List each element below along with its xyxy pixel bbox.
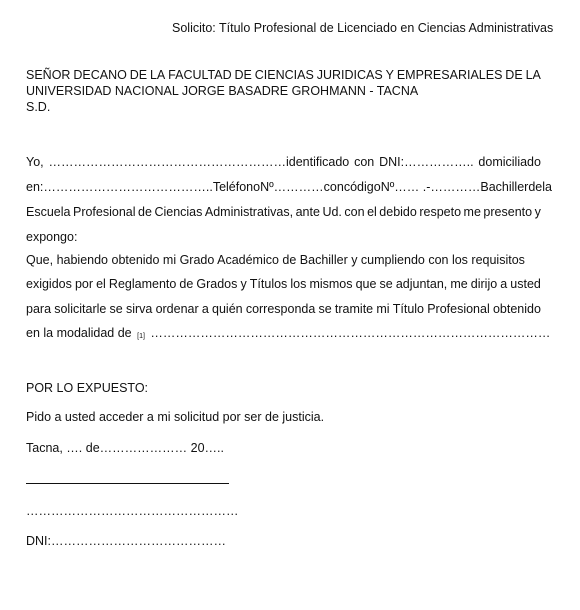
petition-line: Pido a usted acceder a mi solicitud por ser de justicia. <box>26 410 325 424</box>
modalidad-blank: …………………………………………………………………………………… <box>150 326 551 340</box>
word: Título <box>392 302 424 316</box>
word: JURIDICAS <box>316 68 383 82</box>
word: Yo, <box>26 155 44 169</box>
word: para <box>26 302 52 316</box>
word: Títulos <box>249 277 288 291</box>
word: se <box>109 302 123 316</box>
word: Grados <box>196 277 238 291</box>
word: la <box>542 180 552 194</box>
paragraph1-line-3 <box>26 204 541 220</box>
word: domiciliado <box>478 155 541 169</box>
word: CIENCIAS <box>254 68 314 82</box>
addressee-line-3: S.D. <box>26 100 51 114</box>
word: mi <box>376 302 390 316</box>
word: respeto <box>419 205 462 219</box>
word: Teléfono <box>212 180 261 194</box>
word: me <box>450 277 468 291</box>
word: tramite <box>334 302 374 316</box>
word: Nº <box>380 180 395 194</box>
paragraph2-line-1: Que, habiendo obtenido mi Grado Académico de Bachiller y cumpliendo con los requisitos <box>26 253 525 267</box>
word: sirva <box>125 302 153 316</box>
word: que <box>355 277 377 291</box>
word: Ciencias <box>154 205 203 219</box>
word: Reglamento <box>108 277 177 291</box>
word: me <box>463 205 481 219</box>
word: dirijo <box>470 277 498 291</box>
word: debido <box>379 205 417 219</box>
word: Administrativas, <box>204 205 294 219</box>
word: y <box>534 205 541 219</box>
paragraph1-line-4: expongo: <box>26 230 78 244</box>
word: usted <box>510 277 541 291</box>
subject-line: Solicito: Título Profesional de Licenciado en Ciencias Administrativas <box>172 21 554 35</box>
word: ordenar <box>155 302 199 316</box>
word: con <box>354 155 375 169</box>
word: EMPRESARIALES <box>396 68 503 82</box>
word: los <box>290 277 307 291</box>
word: DECANO <box>73 68 127 82</box>
addressee-line-2: UNIVERSIDAD NACIONAL JORGE BASADRE GROHMANN - TACNA <box>26 84 419 98</box>
signature-line <box>26 483 229 484</box>
por-lo-expuesto: POR LO EXPUESTO: <box>26 381 149 395</box>
word: el <box>96 277 106 291</box>
word: a <box>500 277 508 291</box>
word: el <box>367 205 377 219</box>
paragraph2-line-3 <box>26 301 541 317</box>
word: obtenido <box>492 302 541 316</box>
paragraph1-line-2 <box>26 179 552 195</box>
modalidad-label: en la modalidad de <box>26 326 132 340</box>
word: Bachiller <box>480 180 529 194</box>
word: a <box>201 302 209 316</box>
footnote-ref: [1] <box>137 333 145 340</box>
paragraph2-line-2 <box>26 276 541 292</box>
word: adjuntan, <box>395 277 448 291</box>
word: Nº…………con <box>260 180 344 194</box>
word: de <box>528 180 543 194</box>
word: por <box>74 277 94 291</box>
word: corresponda <box>245 302 316 316</box>
addressee-line-1 <box>26 67 541 83</box>
word: DE <box>129 68 148 82</box>
word: presento <box>483 205 533 219</box>
word: mismos <box>309 277 353 291</box>
word: ante <box>295 205 320 219</box>
paragraph2-line-4 <box>26 325 550 345</box>
word: en:………………………………….. <box>26 180 213 194</box>
word: quién <box>212 302 243 316</box>
date-line: Tacna, …. de………………… 20….. <box>26 441 224 455</box>
word: exigidos <box>26 277 72 291</box>
word: LA <box>149 68 166 82</box>
word: …… .-………… <box>394 180 481 194</box>
word: Escuela <box>26 205 71 219</box>
word: DNI:…………….. <box>379 155 474 169</box>
word: solicitarle <box>54 302 107 316</box>
word: …………………………………………………identificado <box>48 155 350 169</box>
word: de <box>179 277 194 291</box>
word: SEÑOR <box>26 68 71 82</box>
word: código <box>343 180 381 194</box>
word: se <box>379 277 393 291</box>
word: Profesional <box>427 302 490 316</box>
word: Ud. <box>322 205 342 219</box>
word: y <box>240 277 247 291</box>
word: FACULTAD <box>168 68 232 82</box>
word: Y <box>385 68 394 82</box>
signature-name-blank: …………………………………………… <box>26 504 239 518</box>
word: se <box>318 302 332 316</box>
word: con <box>344 205 365 219</box>
word: de <box>138 205 152 219</box>
signature-dni: DNI:…………………………………… <box>26 534 226 548</box>
word: DE <box>505 68 523 82</box>
word: DE <box>234 68 252 82</box>
word: LA <box>525 68 541 82</box>
word: Profesional <box>72 205 136 219</box>
paragraph1-line-1 <box>26 154 541 170</box>
